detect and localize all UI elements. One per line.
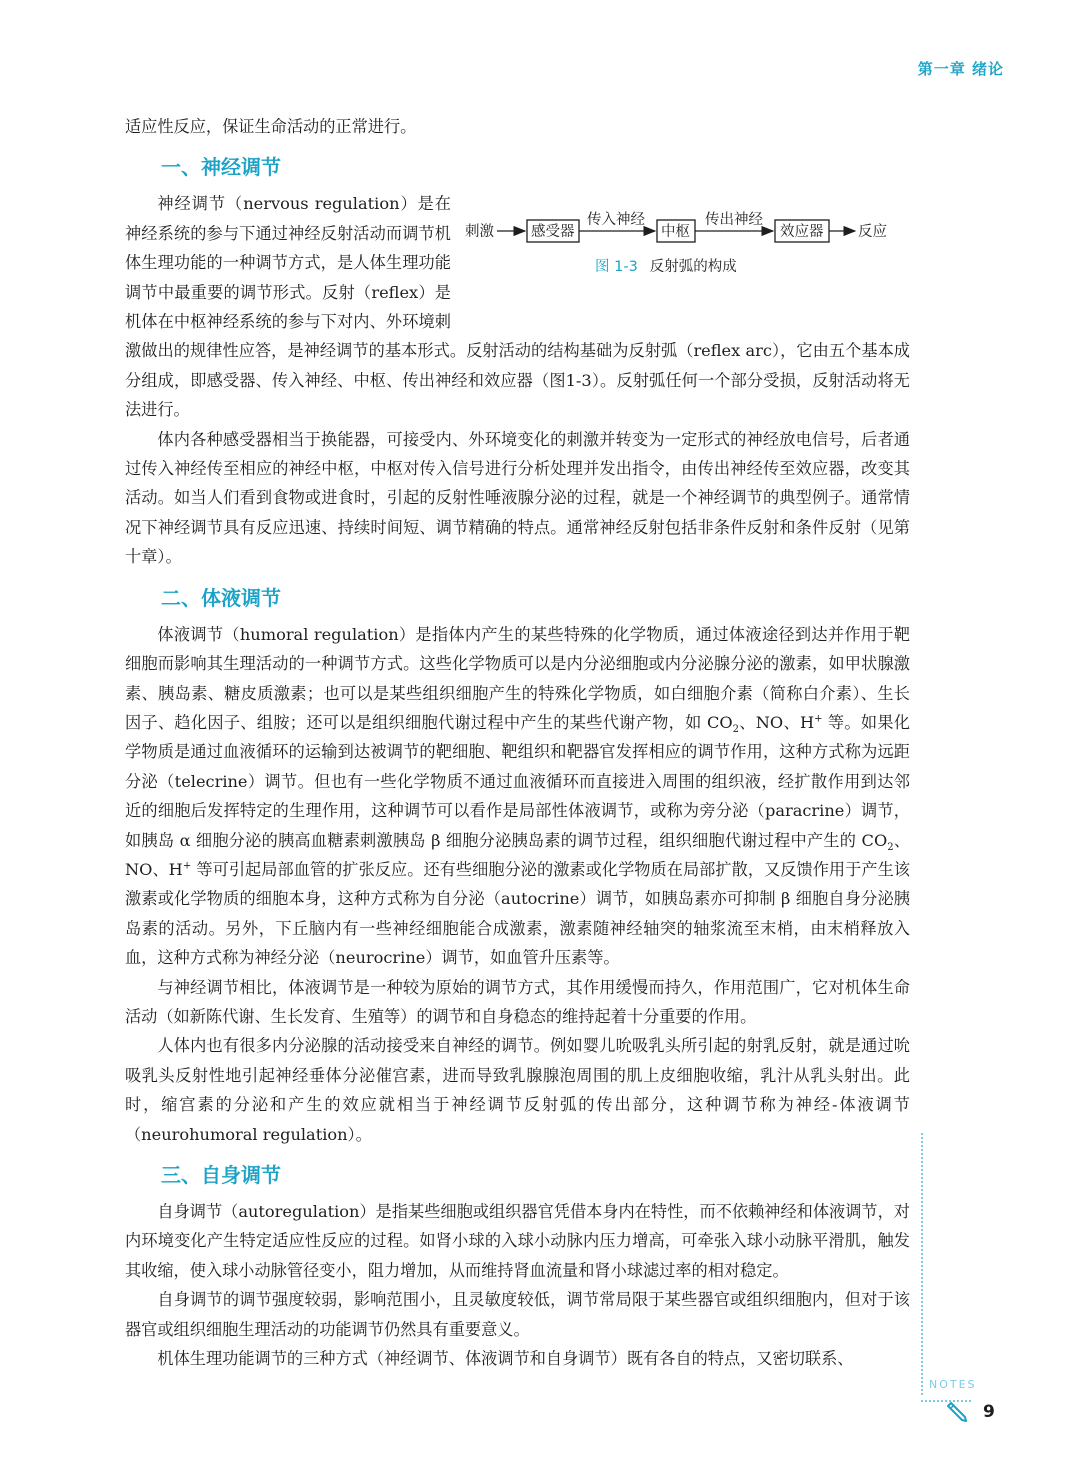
neural-paragraph-1: 神经调节（nervous regulation）是在神经系统的参与下通过神经反射活动而调节机体生理功能的一种调节方式，是人体生理功能调节中最重要的调节形式。反射（reflex）是机体在中枢神经系统的参与下对内、外环境刺激做出的规律性应答，是神经调节的基本形式。反射活动的结构基础为反射弧（reflex arc），它由五个基本成分组成，即感受器、传入神经、中枢、传出神经和效应器（图1-3）。反射弧任何一个部分受损，反射活动将无法进行。: [125, 194, 910, 420]
chapter-title: 第一章 绪论: [917, 60, 1004, 78]
figure-title: 反射弧的构成: [649, 259, 737, 276]
section-title-neural: 一、神经调节: [161, 155, 281, 180]
diagram-afferent-label: 传入神经: [587, 212, 645, 229]
neural-paragraph-2: 体内各种感受器相当于换能器，可接受内、外环境变化的刺激并转变为一定形式的神经放电信号，后者通过传入神经传至相应的神经中枢，中枢对传入信号进行分析处理并发出指令，由传出神经传至效应器，改变其活动。如当人们看到食物或进食时，引起的反射性唾液腺分泌的过程，就是一个神经调节的典型例子。通常情况下神经调节具有反应迅速、持续时间短、调节精确的特点。通常神经反射包括非条件反射和条件反射（见第十章）。: [125, 429, 910, 567]
figure-reflex-arc: [465, 193, 910, 311]
page-header: [0, 58, 1080, 88]
humoral-text-part-b: 、NO、H: [739, 712, 815, 732]
h-plus-superscript: +: [814, 713, 823, 725]
diagram-efferent-label: 传出神经: [705, 212, 763, 229]
section-title-humoral: 二、体液调节: [161, 585, 281, 610]
figure-number: 图 1-3: [595, 259, 638, 276]
humoral-paragraph-2: 与神经调节相比，体液调节是一种较为原始的调节方式，其作用缓慢而持久，作用范围广，它对机体生命活动（如新陈代谢、生长发育、生殖等）的调节和自身稳态的维持起着十分重要的作用。: [125, 977, 910, 1026]
reflex-arc-diagram: [465, 193, 910, 253]
humoral-text-part-a: 体液调节（humoral regulation）是指体内产生的某些特殊的化学物质，通过体液途径到达并作用于靶细胞而影响其生理活动的一种调节方式。这些化学物质可以是内分泌细胞或内分泌腺分泌的激素，如甲状腺激素、胰岛素、糖皮质激素；也可以是某些组织细胞产生的特殊化学物质，如白细胞介素（简称白介素）、生长因子、趋化因子、组胺；还可以是组织细胞代谢过程中产生的某些代谢产物，如 CO: [125, 624, 910, 732]
page-number: 9: [983, 1402, 995, 1422]
diagram-center-label: 中枢: [661, 224, 690, 241]
intro-paragraph: 适应性反应，保证生命活动的正常进行。: [125, 117, 417, 136]
diagram-effector-label: 效应器: [780, 224, 824, 241]
humoral-paragraph-1: [125, 620, 910, 973]
co2-subscript: 2: [887, 841, 894, 853]
humoral-text-part-e: 等可引起局部血管的扩张反应。还有些细胞分泌的激素或化学物质在局部扩散，又反馈作用于产生该激素或化学物质的细胞本身，这种方式称为自分泌（autocrine）调节，如胰岛素亦可抑制 β 细胞自身分泌胰岛素的活动。另外，下丘脑内有一些神经细胞能合成激素，激素随神经轴突的轴浆流至末梢，由末梢释放入血，这种方式称为神经分泌（neurocrine）调节，如血管升压素等。: [125, 859, 910, 968]
figure-caption: [595, 255, 737, 276]
co2-subscript: 2: [732, 724, 739, 736]
h-plus-superscript: +: [182, 860, 192, 872]
autoregulation-paragraph-2: 自身调节的调节强度较弱，影响范围小，且灵敏度较低，调节常局限于某些器官或组织细胞内，但对于该器官或组织细胞生理活动的功能调节仍然具有重要意义。: [125, 1290, 910, 1339]
humoral-paragraph-3: 人体内也有很多内分泌腺的活动接受来自神经的调节。例如婴儿吮吸乳头所引起的射乳反射，就是通过吮吸乳头反射性地引起神经垂体分泌催宫素，进而导致乳腺腺泡周围的肌上皮细胞收缩，乳汁从乳头射出。此时，缩宫素的分泌和产生的效应就相当于神经调节反射弧的传出部分，这种调节称为神经-体液调节（neurohumoral regulation）。: [125, 1036, 910, 1144]
section-title-autoregulation: 三、自身调节: [161, 1163, 281, 1187]
diagram-stimulus-label: 刺激: [465, 224, 494, 241]
neural-regulation-block: [125, 189, 910, 424]
notes-label: NOTES: [929, 1378, 977, 1391]
humoral-text-part-d: 、NO、H: [125, 830, 911, 879]
diagram-response-label: 反应: [858, 224, 887, 241]
humoral-text-part-c: 等。如果化学物质是通过血液循环的运输到达被调节的靶细胞、靶组织和靶器官发挥相应的调节作用，这种方式称为远距分泌（telecrine）调节。但也有一些化学物质不通过血液循环而直接进入周围的组织液，经扩散作用到达邻近的细胞后发挥特定的生理作用，这种调节可以看作是局部性体液调节，或称为旁分泌（paracrine）调节，如胰岛 α 细胞分泌的胰高血糖素刺激胰岛 β 细胞分泌胰岛素的调节过程，组织细胞代谢过程中产生的 CO: [125, 712, 910, 850]
diagram-receptor-label: 感受器: [531, 224, 575, 241]
autoregulation-paragraph-3: 机体生理功能调节的三种方式（神经调节、体液调节和自身调节）既有各自的特点，又密切联系、: [157, 1349, 854, 1369]
page-body: [125, 112, 910, 1373]
notes-margin-rule: [921, 1133, 923, 1395]
autoregulation-paragraph-1: 自身调节（autoregulation）是指某些细胞或组织器官凭借本身内在特性，而不依赖神经和体液调节，对内环境变化产生特定适应性反应的过程。如肾小球的入球小动脉内压力增高，可牵张入球小动脉平滑肌，触发其收缩，使入球小动脉管径变小，阻力增加，从而维持肾血流量和肾小球滤过率的相对稳定。: [125, 1202, 910, 1280]
pencil-icon: [945, 1402, 969, 1424]
